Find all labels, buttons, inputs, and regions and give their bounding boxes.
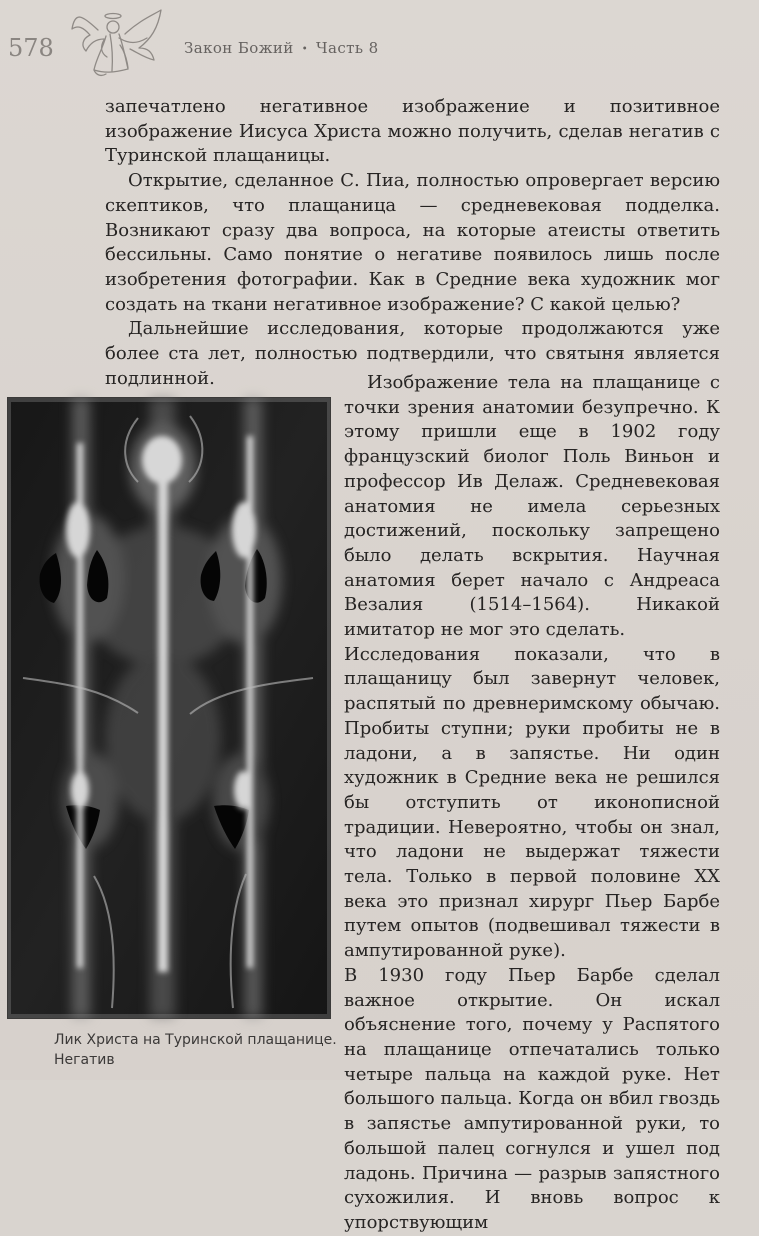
shroud-negative-photo: [8, 398, 330, 1018]
angel-ornament-icon: [70, 3, 165, 78]
paragraph-top-1: запечатлено негативное изображение и позитивное изображение Иисуса Христа можно получить, сделав негатив с Туринской плащаницы.: [105, 96, 720, 167]
paragraph-top-2: Открытие, сделанное С. Пиа, полностью опровергает версию скептиков, что плащаница — средневековая подделка. Возникают сразу два вопроса, на которые атеисты ответить бессильны. Само понятие о негативе появилось лишь после изобретения фотографии. Как в Средние века художник мог создать на ткани негативное изображение? С какой целью?: [105, 170, 720, 315]
paragraph-right-1: Изображение тела на плащанице с точки зрения анатомии безупречно. К этому пришли еще в 1902 году французский биолог Поль Виньон и профессор Ив Делаж. Средневековая анатомия не имела серьезных достижений, поскольку запрещено было делать вскрытия. Научная анатомия берет начало с Андреаса Везалия (1514–1564). Никакой имитатор не мог это сделать.: [344, 372, 720, 641]
running-head: [184, 39, 379, 57]
paragraph-right-2: Исследования показали, что в плащаницу был завернут человек, распятый по древнеримскому обычаю. Пробиты ступни; руки пробиты не в ладони, а в запястье. Ни один художник в Средние века не решился бы отступить от иконописной традиции. Невероятно, чтобы он знал, что ладони не выдержат тяжести тела. Только в первой половине XX века это признал хирург Пьер Барбе путем опытов (подвешивал тяжести в ампутированной руке).: [344, 643, 720, 962]
paragraph-top-3: Дальнейшие исследования, которые продолжаются уже более ста лет, полностью подтвердили, что святыня является подлинной.: [105, 318, 720, 389]
figure-caption: Лик Христа на Туринской плащанице. Негатив: [54, 1032, 337, 1068]
part-label: Часть 8: [316, 39, 379, 57]
paragraph-right-3: В 1930 году Пьер Барбе сделал важное открытие. Он искал объяснение того, почему у Распятого на плащанице отпечатались только четыре пальца на каждой руке. Нет большого пальца. Когда он вбил гвоздь в запястье ампутированной руки, то большой палец согнулся и ушел под ладонь. Причина — разрыв запястного сухожилия. И вновь вопрос к упорствующим: [344, 964, 720, 1233]
page-number: 578: [8, 34, 54, 62]
book-title: Закон Божий: [184, 39, 294, 57]
header-separator: •: [301, 44, 309, 55]
right-text-column: [344, 371, 720, 1236]
top-text-column: [105, 95, 720, 391]
